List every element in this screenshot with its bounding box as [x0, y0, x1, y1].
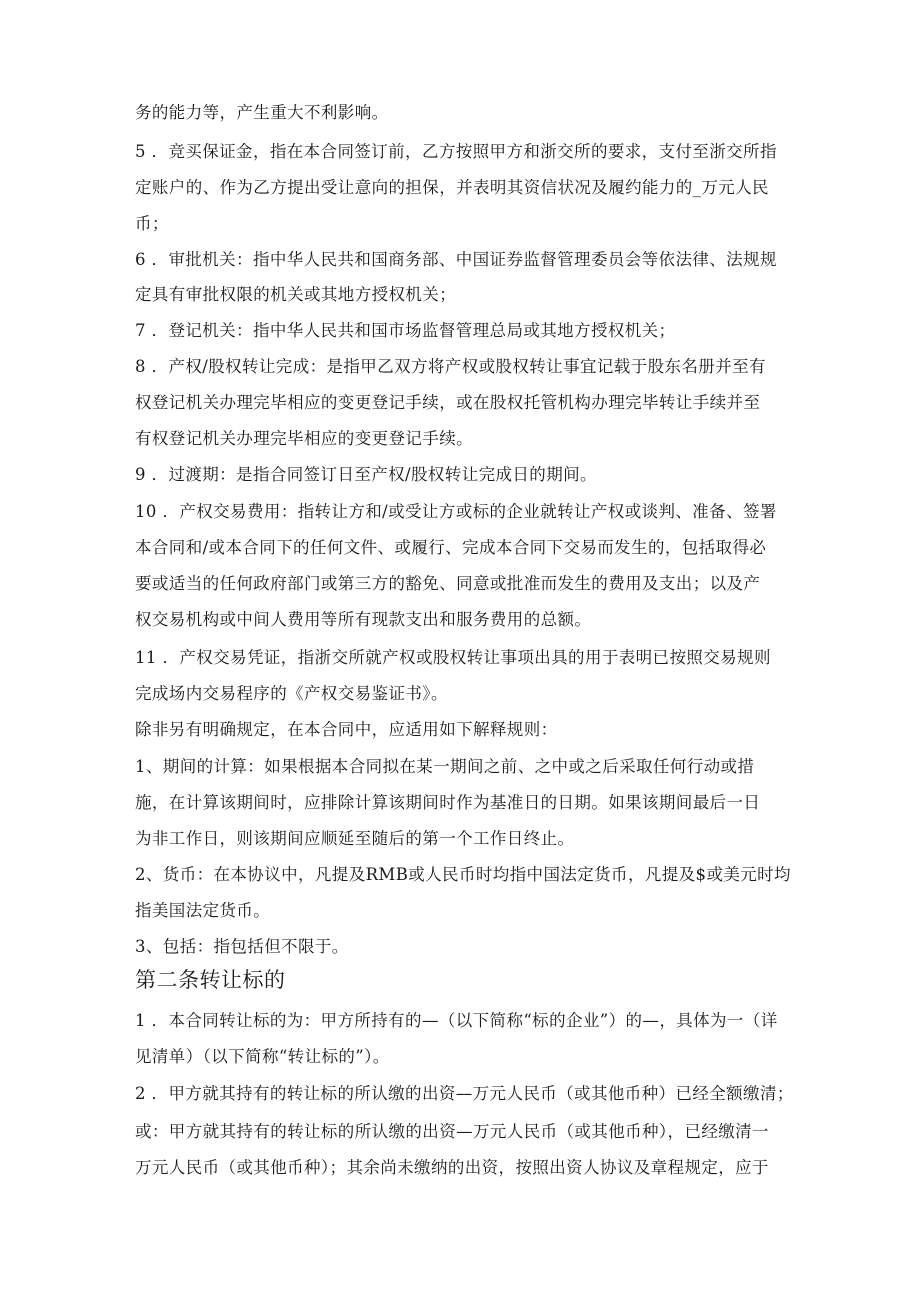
paragraph-line: 1、期间的计算：如果根据本合同拟在某一期间之前、之中或之后采取任何行动或措: [135, 757, 755, 776]
paragraph-line: 2、货币：在本协议中，凡提及RMB或人民币时均指中国法定货币，凡提及$或美元时均: [135, 865, 791, 884]
paragraph-line: 1 ．本合同转让标的为：甲方所持有的—（以下简称“标的企业”）的—，具体为一（详: [135, 1011, 778, 1030]
paragraph-line: 10 ．产权交易费用：指转让方和/或受让方或标的企业就转让产权或谈判、准备、签署: [135, 502, 777, 521]
paragraph-line: 本合同和/或本合同下的任何文件、或履行、完成本合同下交易而发生的，包括取得必: [135, 538, 767, 557]
paragraph-line: 或：甲方就其持有的转让标的所认缴的出资—万元人民币（或其他币种），已经缴清一: [135, 1122, 769, 1141]
paragraph-line: 完成场内交易程序的《产权交易鉴证书》。: [135, 684, 448, 703]
paragraph-line: 为非工作日，则该期间应顺延至随后的第一个工作日终止。: [135, 829, 575, 848]
paragraph-line: 11 ．产权交易凭证，指浙交所就产权或股权转让事项出具的用于表明已按照交易规则: [135, 648, 771, 667]
paragraph-line: 币；: [135, 214, 169, 233]
paragraph-line: 权登记机关办理完毕相应的变更登记手续，或在股权托管机构办理完毕转让手续并至: [135, 393, 761, 412]
paragraph-line: 有权登记机关办理完毕相应的变更登记手续。: [135, 429, 473, 448]
paragraph-line: 务的能力等，产生重大不利影响。: [135, 103, 389, 122]
paragraph-line: 8 ．产权/股权转让完成：是指甲乙双方将产权或股权转让事宜记载于股东名册并至有: [135, 357, 766, 376]
paragraph-line: 3、包括：指包括但不限于。: [135, 937, 349, 956]
section-heading: 第二条转让标的: [135, 968, 286, 992]
paragraph-line: 要或适当的任何政府部门或第三方的豁免、同意或批准而发生的费用及支出；以及产: [135, 574, 761, 593]
paragraph-line: 万元人民币（或其他币种）；其余尚未缴纳的出资，按照出资人协议及章程规定，应于: [135, 1158, 769, 1177]
paragraph-line: 6 ．审批机关：指中华人民共和国商务部、中国证券监督管理委员会等依法律、法规规: [135, 250, 777, 269]
paragraph-line: 7 ．登记机关：指中华人民共和国市场监督管理总局或其地方授权机关；: [135, 321, 676, 340]
paragraph-line: 除非另有明确规定，在本合同中，应适用如下解释规则：: [135, 720, 558, 739]
paragraph-line: 定具有审批权限的机关或其地方授权机关；: [135, 285, 457, 304]
paragraph-line: 5 ．竞买保证金，指在本合同签订前，乙方按照甲方和浙交所的要求，支付至浙交所指: [135, 142, 777, 161]
paragraph-line: 施，在计算该期间时，应排除计算该期间时作为基准日的日期。如果该期间最后一日: [135, 793, 761, 812]
paragraph-line: 权交易机构或中间人费用等所有现款支出和服务费用的总额。: [135, 610, 592, 629]
paragraph-line: 指美国法定货币。: [135, 901, 271, 920]
paragraph-line: 定账户的、作为乙方提出受让意向的担保，并表明其资信状况及履约能力的_万元人民: [135, 178, 769, 197]
paragraph-line: 2 ．甲方就其持有的转让标的所认缴的出资—万元人民币（或其他币种）已经全额缴清；: [135, 1084, 794, 1103]
paragraph-line: 9 ．过渡期：是指合同签订日至产权/股权转让完成日的期间。: [135, 465, 597, 484]
paragraph-line: 见清单）（以下简称“转让标的”）。: [135, 1047, 390, 1066]
